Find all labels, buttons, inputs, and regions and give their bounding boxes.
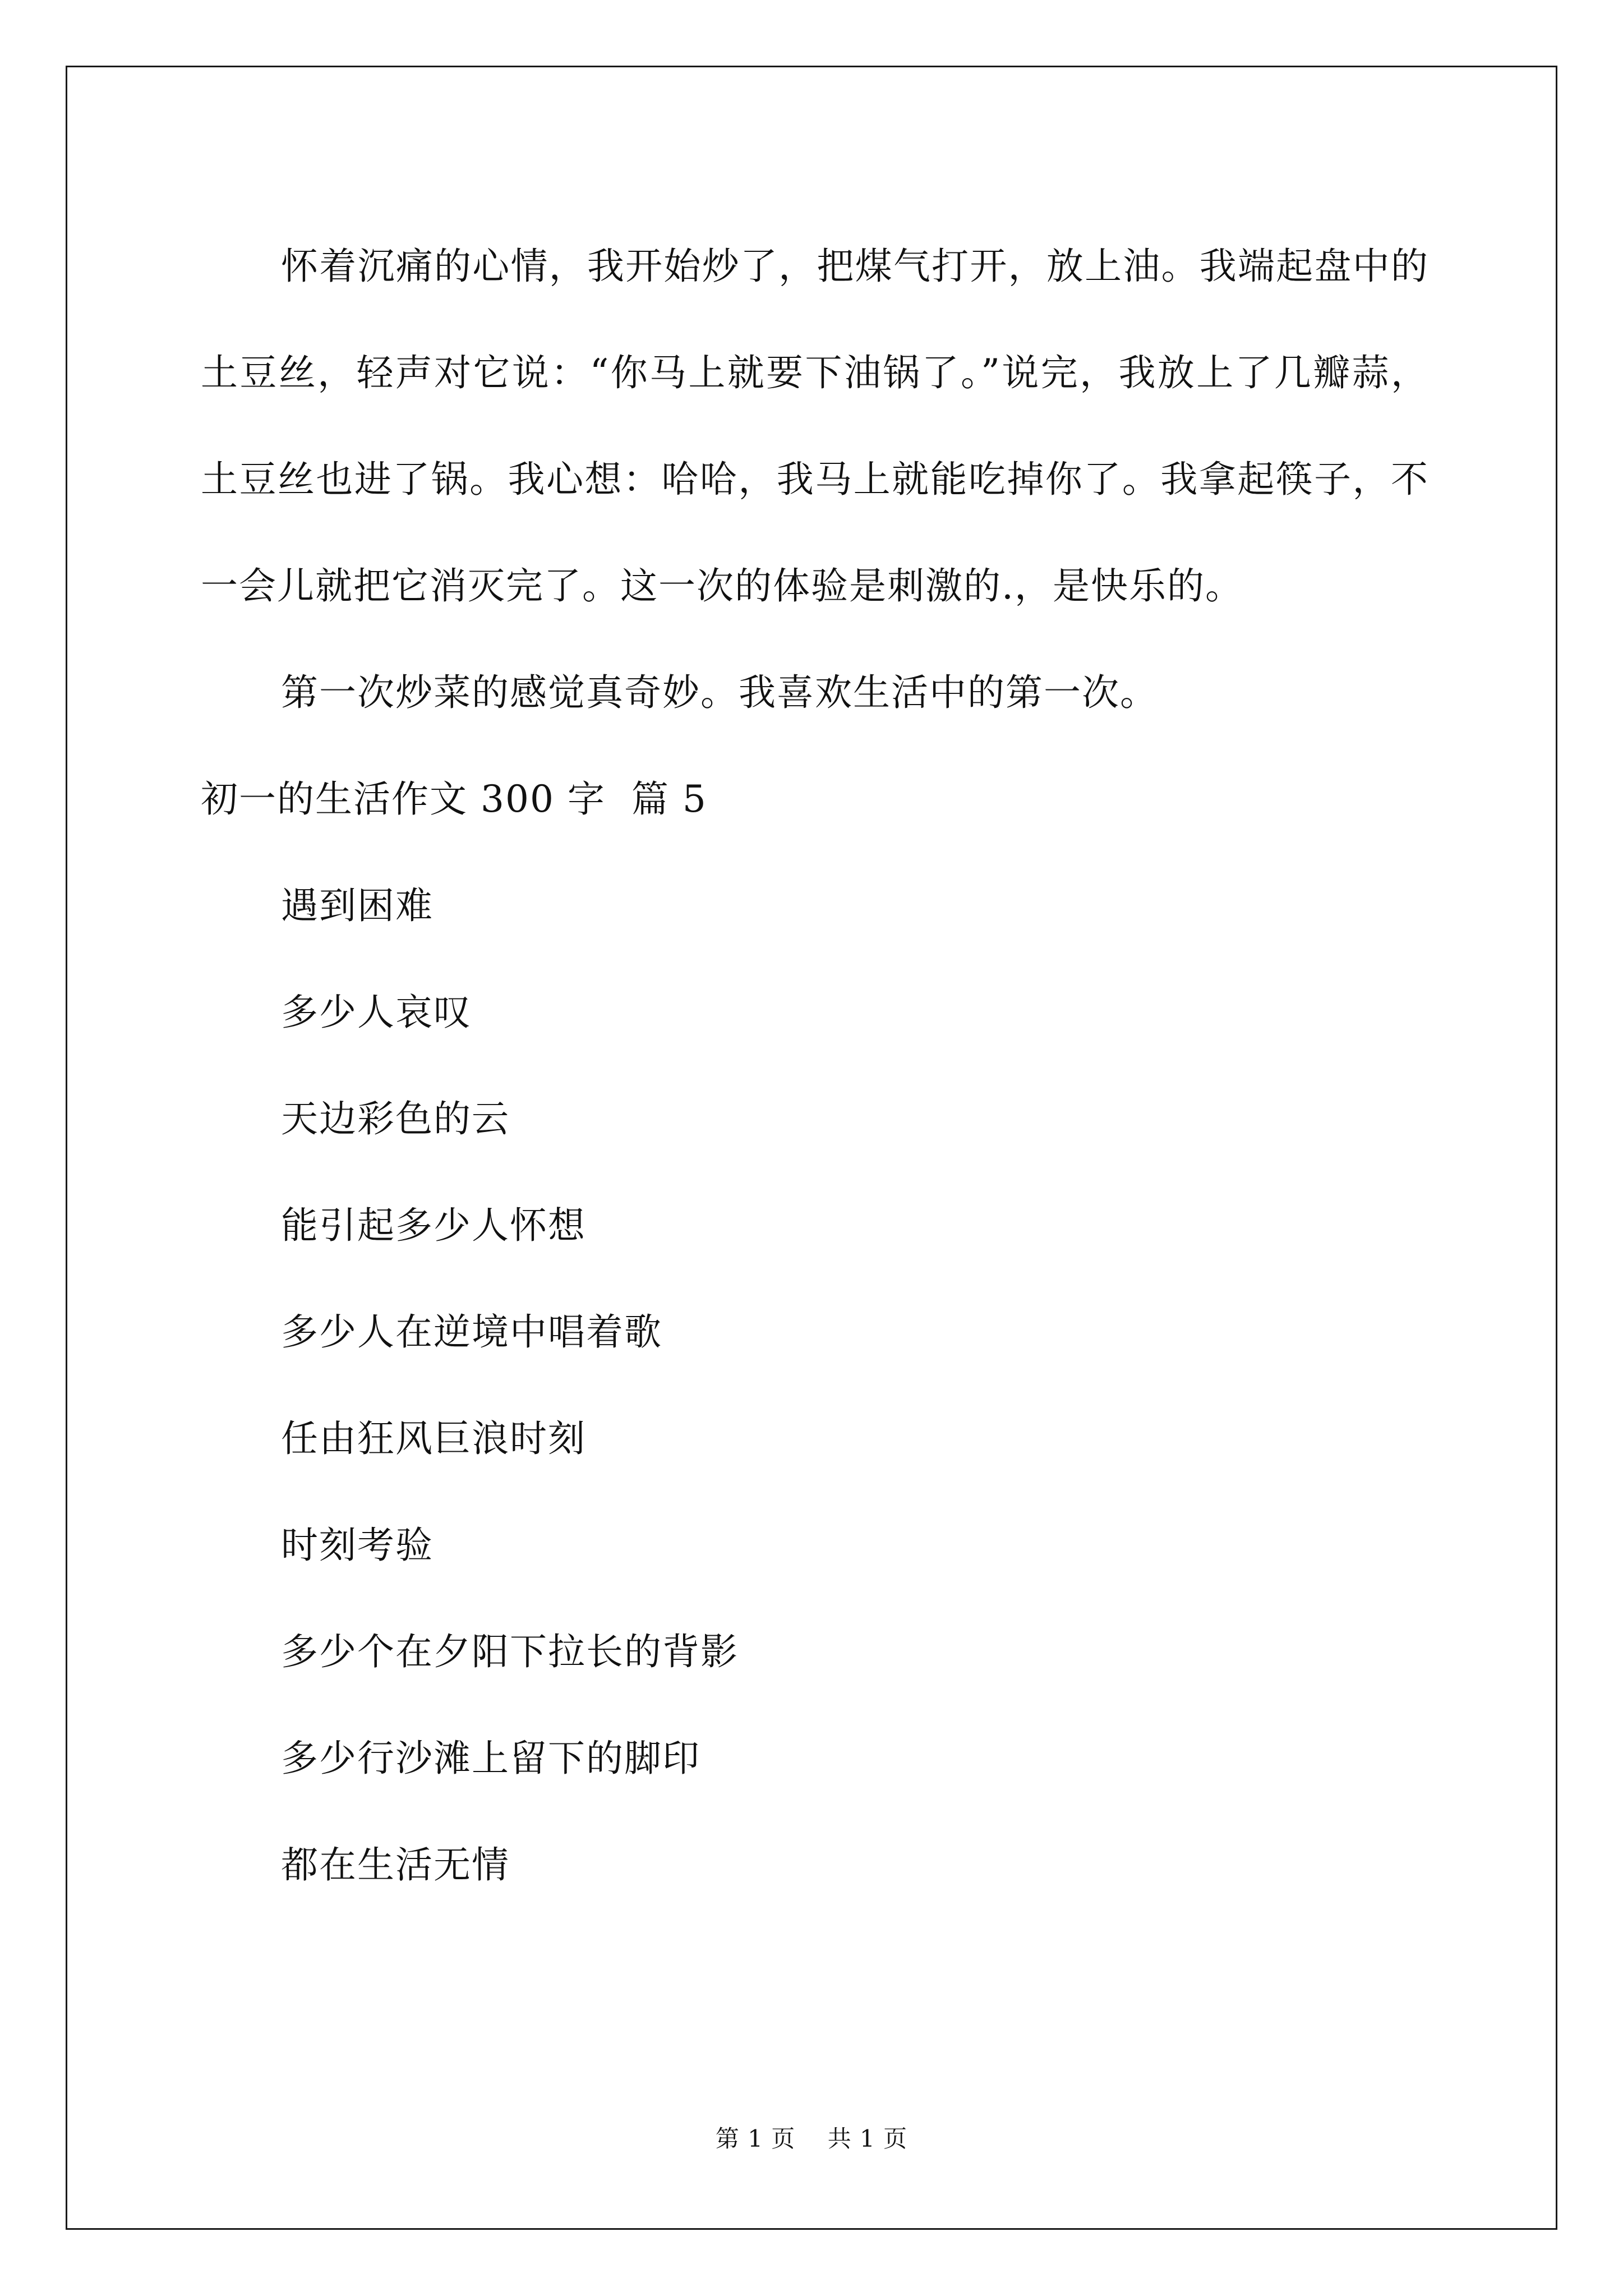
poem-line: 多少人在逆境中唱着歌	[281, 1310, 662, 1354]
poem-line: 能引起多少人怀想	[281, 1204, 586, 1247]
poem-line: 任由狂风巨浪时刻	[281, 1417, 586, 1460]
poem-line: 多少行沙滩上留下的脚印	[281, 1737, 700, 1780]
section-heading: 初一的生活作文 300 字 篇 5	[201, 777, 707, 821]
page-footer	[0, 2120, 1623, 2154]
poem-line: 多少个在夕阳下拉长的背影	[281, 1630, 739, 1673]
poem-line: 时刻考验	[281, 1524, 434, 1567]
document-body	[201, 213, 1429, 1918]
poem	[201, 853, 1429, 1918]
poem-line: 天边彩色的云	[281, 1097, 510, 1140]
poem-line: 遇到困难	[281, 884, 434, 927]
page-number-current: 第 1 页	[715, 2125, 796, 2152]
poem-line: 多少人哀叹	[281, 991, 472, 1034]
paragraph: 第一次炒菜的感觉真奇妙。我喜欢生活中的第一次。	[281, 671, 1158, 714]
footer-spacer	[795, 2125, 827, 2152]
page-number-total: 共 1 页	[827, 2125, 908, 2152]
paragraph: 怀着沉痛的心情，我开始炒了，把煤气打开，放上油。我端起盘中的土豆丝，轻声对它说：“你马上就要下油锅了。”说完，我放上了几瓣蒜，土豆丝也进了锅。我心想：哈哈，我马上就能吃掉你了。我拿起筷子，不一会儿就把它消灭完了。这一次的体验是刺激的.，是快乐的。	[201, 245, 1429, 608]
poem-line: 都在生活无情	[281, 1843, 510, 1887]
